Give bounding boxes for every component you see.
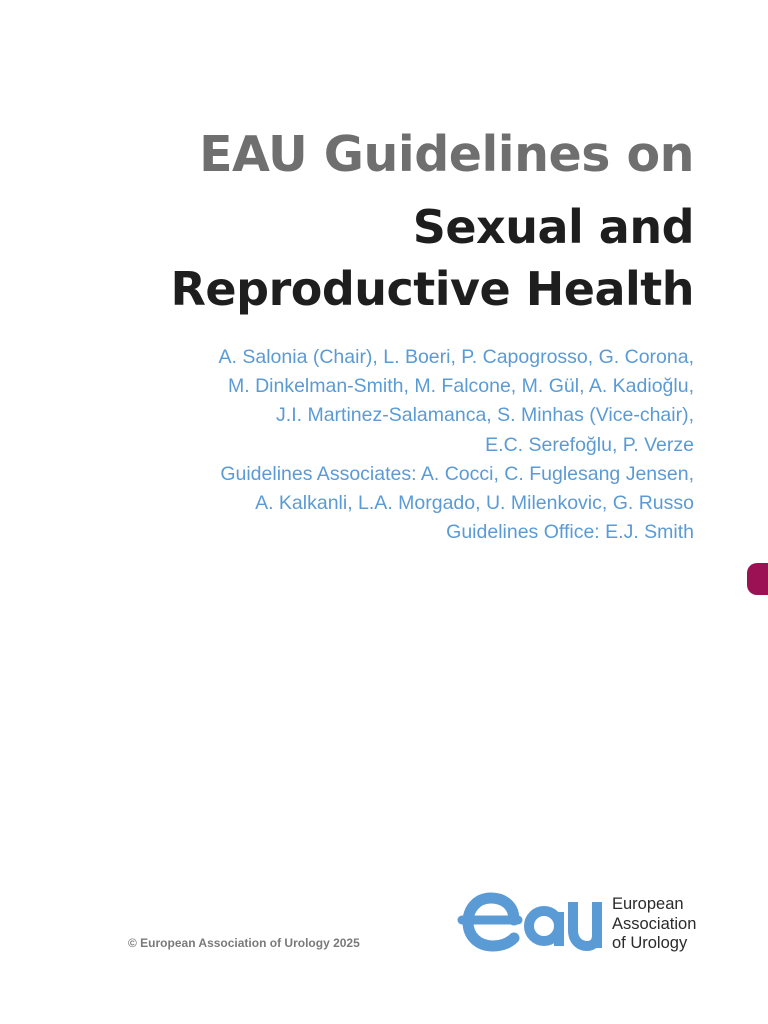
title-block [171, 122, 694, 320]
logo-wordmark [612, 895, 696, 954]
author-list [219, 343, 694, 547]
logo-line-1: European [612, 895, 684, 913]
section-tab-marker [747, 563, 768, 595]
author-line: J.I. Martinez-Salamanca, S. Minhas (Vice-chair), [276, 404, 694, 427]
topic-title-line-1: Sexual and [412, 200, 694, 254]
guidelines-title: EAU Guidelines on [199, 126, 694, 183]
author-line: A. Kalkanli, L.A. Morgado, U. Milenkovic, G. Russo [255, 492, 694, 515]
eau-logo-mark [456, 892, 602, 956]
logo-line-2: Association [612, 914, 697, 933]
logo-line-3: of Urology [612, 934, 688, 952]
author-line: M. Dinkelman-Smith, M. Falcone, M. Gül, A. Kadioğlu, [227, 375, 694, 398]
eau-logo [456, 892, 696, 956]
author-line: Guidelines Associates: A. Cocci, C. Fuglesang Jensen, [220, 462, 694, 485]
topic-title-line-2: Reproductive Health [170, 262, 694, 316]
copyright-notice: © European Association of Urology 2025 [128, 936, 360, 950]
author-line: A. Salonia (Chair), L. Boeri, P. Capogrosso, G. Corona, [218, 346, 694, 368]
author-line: E.C. Serefoğlu, P. Verze [485, 433, 694, 456]
author-line: Guidelines Office: E.J. Smith [446, 521, 694, 544]
